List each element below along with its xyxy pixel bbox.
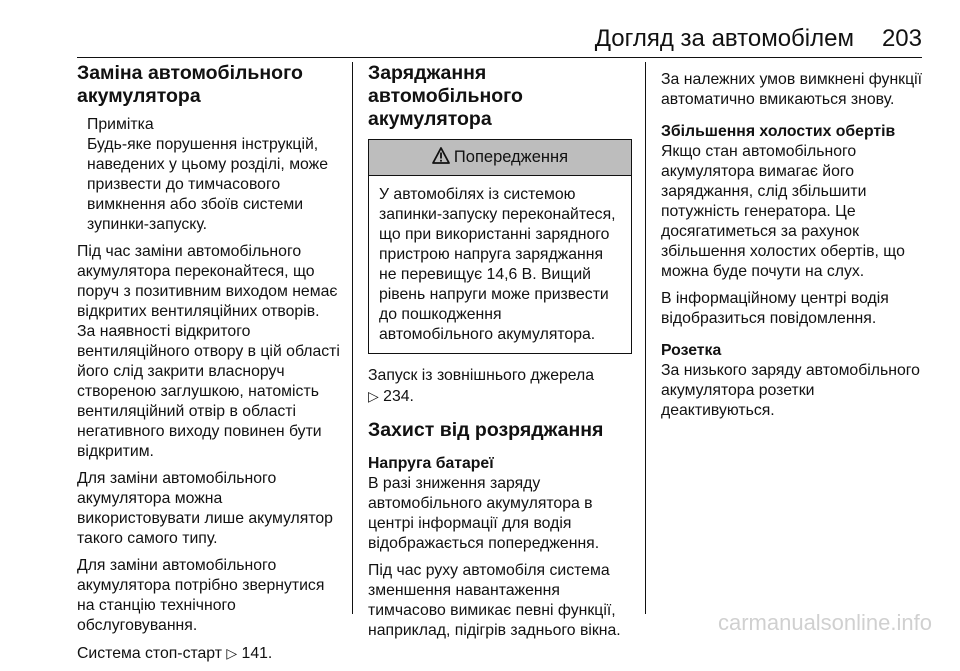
page-reference-arrow-icon: ▷	[226, 645, 238, 661]
heading-battery-voltage: Напруга батареї	[368, 455, 494, 472]
warning-text: У автомобілях із системою запинки-запуску переконайтеся, що при використанні зарядного пристрою напруга заряджання не перевищує 14,6 В. Вищий рівень напруги може призвести до пошкодження автомобільного акумулятора.	[379, 186, 616, 343]
column-2	[368, 62, 632, 648]
paragraph-driver-info: В інформаційному центрі водія відобразиться повідомлення.	[661, 290, 889, 327]
paragraph-jump-start-ref: Запуск із зовнішнього джерела ▷ 234.	[368, 367, 595, 405]
paragraph-socket: За низького заряду автомобільного акумулятора розетки деактивуються.	[661, 362, 920, 419]
column-divider-1	[352, 62, 353, 614]
paragraph-stop-start-ref: Система стоп-старт ▷ 141.	[77, 645, 273, 662]
paragraph-load-reduction: Під час руху автомобіля система зменшення навантаження тимчасово вимикає певні функції, наприклад, підігрів заднього вікна.	[368, 562, 621, 639]
paragraph-idle-increase: Якщо стан автомобільного акумулятора вимагає його заряджання, слід збільшити потужність генератора. Це досягатиметься за рахунок збільшення холостих обертів, що можна буде почути на слух.	[661, 143, 905, 280]
note-text: Будь-яке порушення інструкцій, наведених у цьому розділі, може призвести до тимчасового вимкнення або збоїв системи зупинки-запуску.	[87, 136, 329, 233]
page-header	[0, 0, 960, 62]
page-reference-link[interactable]: 141.	[241, 645, 273, 662]
page-reference-arrow-icon: ▷	[368, 388, 379, 404]
heading-socket: Розетка	[661, 342, 722, 359]
column-divider-2	[645, 62, 646, 614]
note-block	[77, 115, 345, 235]
header-rule	[77, 57, 922, 58]
paragraph-functions-restore: За належних умов вимкнені функції автоматично вмикаються знову.	[661, 71, 923, 108]
page-number: 203	[881, 25, 922, 52]
warning-triangle-icon	[432, 147, 450, 164]
chapter-title: Догляд за автомобілем	[594, 25, 854, 52]
column-3	[661, 62, 927, 428]
warning-header	[369, 140, 631, 176]
paragraph-same-type: Для заміни автомобільного акумулятора можна використовувати лише акумулятор такого самого типу.	[77, 470, 333, 547]
watermark-text: carmanualsonline.info	[717, 610, 932, 635]
paragraph-vent-holes: Під час заміни автомобільного акумулятора переконайтеся, що поруч з позитивним виходом немає відкритих вентиляційних отворів. За наявності відкритого вентиляційного отвору в цій області його слід закрити власноруч створеною заглушкою, натомість вентиляційний отвір в області негативного виходу повинен бути відкритим.	[77, 243, 340, 460]
heading-discharge-protection: Захист від розряджання	[368, 419, 604, 441]
warning-title: Попередження	[453, 148, 569, 166]
note-title: Примітка	[87, 116, 154, 133]
column-1	[77, 62, 345, 671]
heading-battery-replacement: Заміна автомобільного акумулятора	[77, 62, 303, 107]
paragraph-service-station: Для заміни автомобільного акумулятора потрібно звернутися на станцію технічного обслуговування.	[77, 557, 325, 634]
page-reference-link[interactable]: 234.	[383, 388, 414, 405]
heading-battery-charging: Заряджання автомобільного акумулятора	[368, 62, 523, 130]
paragraph-voltage-warning: В разі зниження заряду автомобільного акумулятора в центрі інформації для водія відображається попередження.	[368, 475, 600, 552]
heading-idle-increase: Збільшення холостих обертів	[661, 123, 896, 140]
warning-box	[368, 139, 632, 354]
